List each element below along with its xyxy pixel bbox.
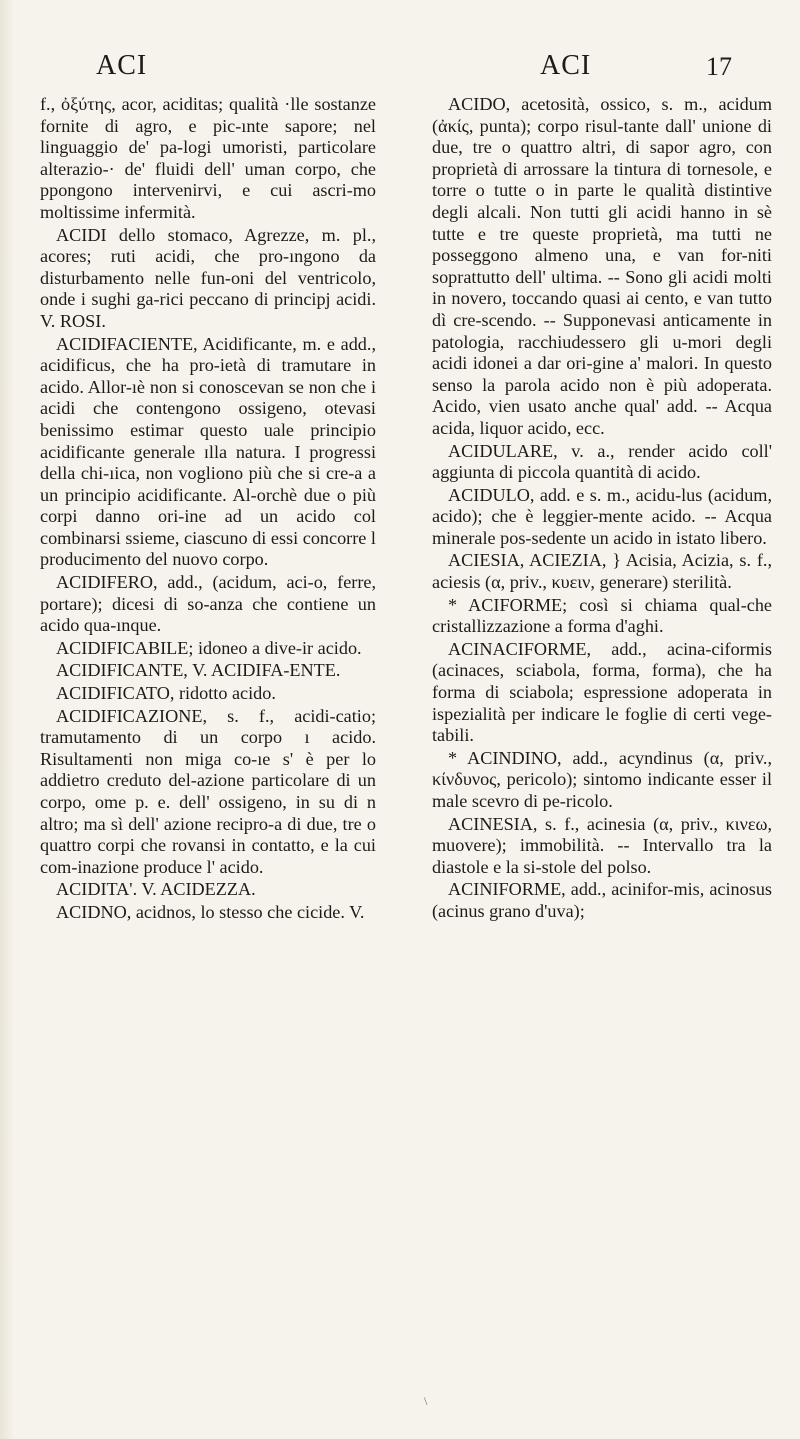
printer-mark: \ xyxy=(424,1394,428,1408)
dictionary-entry: ACINESIA, s. f., acinesia (α, priv., κινεω, muovere); immobilità. -- Intervallo tra la diastole e la si-stole del polso. xyxy=(432,813,772,877)
right-column xyxy=(432,94,772,924)
dictionary-entry: f., ὀξύτης, acor, aciditas; qualità ·lle sostanze fornite di agro, e pic-ınte sapore; nel linguaggio de' pa-logi umoristi, particolare alterazio-· de' fluidi dell' uman corpo, che ppongono intervenirvi, e cui ascri-mo moltissime infermità. xyxy=(40,94,376,222)
dictionary-entry: ACIDIFICAZIONE, s. f., acidi-catio; tramutamento di un corpo ı acido. Risultamenti non miga co-ıe s' è per lo addietro creduto del-azione particolare di un corpo, ome p. e. dell' ossigeno, in su di n altro; ma sì dell' azione recipro-a di due, tre o quattro corpi che rovansi in contatto, e la cui com-inazione produce l' acido. xyxy=(40,705,376,877)
left-column xyxy=(40,94,376,925)
dictionary-entry: ACIESIA, ACIEZIA, } Acisia, Acizia, s. f., aciesis (α, priv., κυειν, generare) sterilità. xyxy=(432,550,772,593)
page-number: 17 xyxy=(706,52,732,81)
dictionary-entry: * ACINDINO, add., acyndinus (α, priv., κίνδυνος, pericolo); sintomo indicante esser il male scevro di pe-ricolo. xyxy=(432,747,772,811)
dictionary-entry: ACIDNO, acidnos, lo stesso che cicide. V. xyxy=(56,901,365,922)
dictionary-entry: ACIDIFACIENTE, Acidificante, m. e add., acidificus, che ha pro-ietà di tramutare in acido. Allor-ıè non si conoscevan se non che i acidi che contengono ossigeno, otevasi benissimo estimar questo uale principio acidificante generale ɪlla natura. I progressi della chi-ıica, non vogliono più che si cre-a a un principio acidificante. Al-orchè due o più corpi danno ori-ine ad un acido col combinarsi ssieme, ciascuno di essi concorre l producimento del nuovo corpo. xyxy=(40,333,376,570)
dictionary-entry: ACINIFORME, add., acinifor-mis, acinosus (acinus grano d'uva); xyxy=(432,879,772,921)
dictionary-entry: ACIDI dello stomaco, Agrezze, m. pl., acores; ruti acidi, che pro-ıngono da disturbamento nelle fun-oni del ventricolo, onde i sughi ga-rici peccano di principj acidi. V. ROSI. xyxy=(40,224,376,331)
dictionary-entry: ACIDULARE, v. a., render acido coll' aggiunta di piccola quantità di acido. xyxy=(432,440,772,483)
page-edge-shadow xyxy=(0,0,14,1439)
dictionary-entry: ACIDITA'. V. ACIDEZZA. xyxy=(56,879,256,900)
dictionary-entry: ACIDIFICABILE; idoneo a dive-ir acido. xyxy=(56,637,362,658)
dictionary-entry: * ACIFORME; così si chiama qual-che cristallizzazione a forma d'aghi. xyxy=(432,594,772,637)
dictionary-entry: ACIDIFICATO, ridotto acido. xyxy=(56,683,276,704)
dictionary-entry: ACIDIFERO, add., (acidum, aci-o, ferre, portare); dicesi di so-anza che contiene un acido qua-ınque. xyxy=(40,572,376,636)
right-running-head: ACI xyxy=(540,50,592,81)
dictionary-entry: ACINACIFORME, add., acina-ciformis (acinaces, sciabola, forma, forma), che ha forma di sciabola; espressione adoperata in ispezialità per indicare le foglie di certi vege-tabili. xyxy=(432,638,772,746)
dictionary-entry: ACIDULO, add. e s. m., acidu-lus (acidum, acido); che è leggier-mente acido. -- Acqua minerale pos-sedente un acido in istato libero. xyxy=(432,484,772,548)
dictionary-entry: ACIDIFICANTE, V. ACIDIFA-ENTE. xyxy=(56,660,341,681)
dictionary-entry: ACIDO, acetosità, ossico, s. m., acidum (ἀκίς, punta); corpo risul-tante dall' unione di due, tre o quattro altri, di sapor agro, con proprietà di arrossare la tintura di tornesole, e torre o tutte o in parte le qualità distintive degli alcali. Non tutti gli acidi hanno in sè tutte e tre queste proprietà, ma tutti ne posseggono almeno una, e van for-niti soprattutto dell' ultima. -- Sono gli acidi molti in novero, toccando quasi ai cento, e van tutto dì cre-scendo. -- Supponevasi anticamente in patologia, racchiudessero gli u-mori degli acidi idonei a dar ori-gine a' malori. In questo senso la parola acido non è più adoperata. Acido, vien usato anche qual' add. -- Acqua acida, liquor acido, ecc. xyxy=(432,94,772,438)
left-running-head: ACI xyxy=(96,50,148,81)
